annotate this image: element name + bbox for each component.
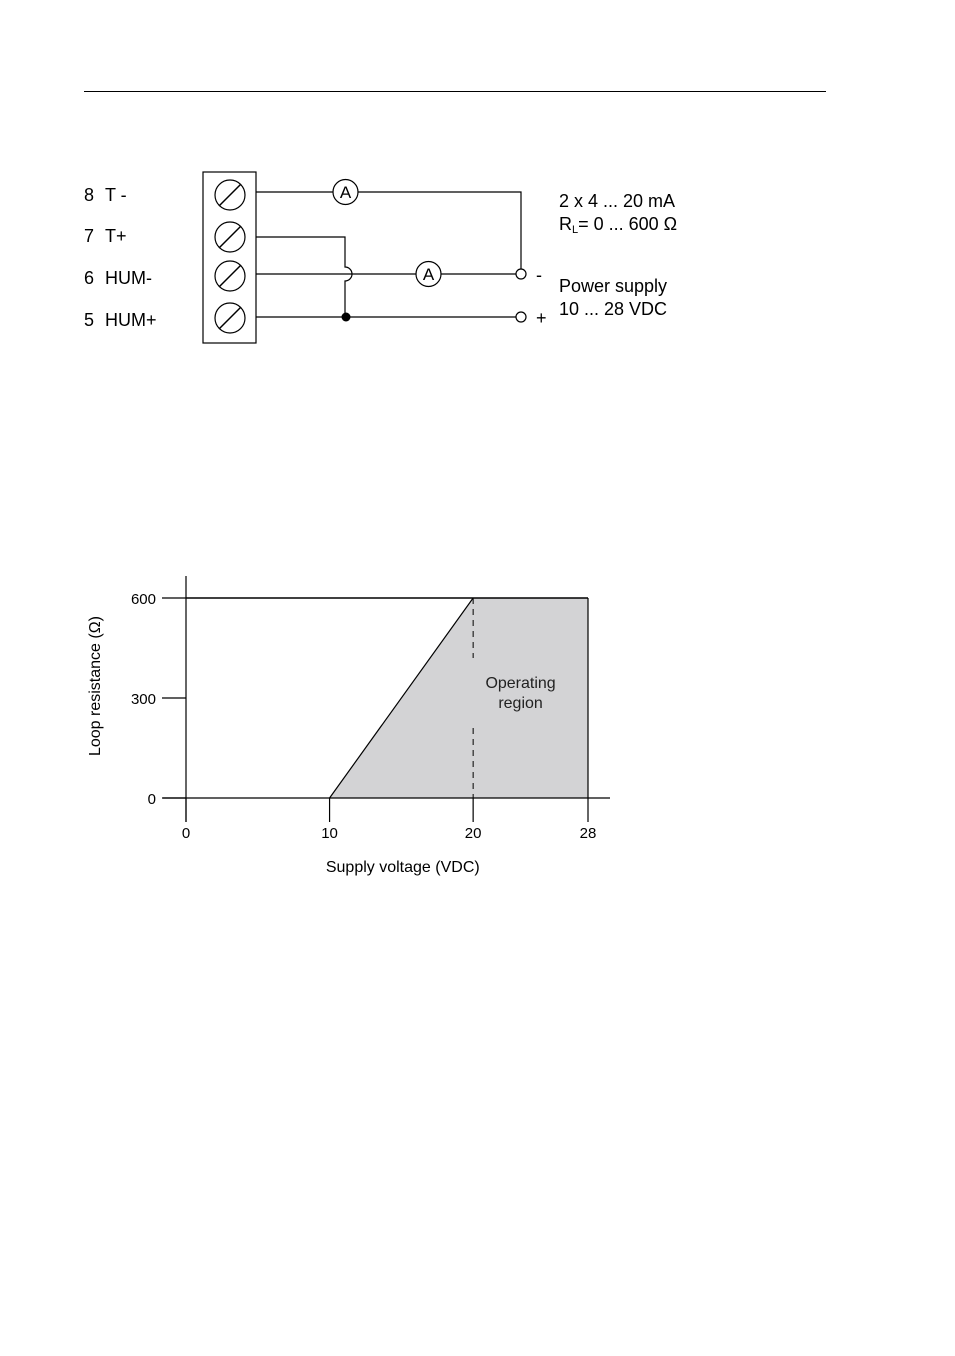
ammeter-icon <box>333 180 358 205</box>
y-tick-label: 600 <box>130 591 156 608</box>
supply-plus-label: + <box>536 308 547 328</box>
supply-spec-title: Power supply <box>559 276 668 296</box>
wiring-diagram <box>0 150 955 370</box>
terminal-name-t-plus: T+ <box>105 226 127 246</box>
wire-t-minus <box>256 192 521 270</box>
terminal-number-8: 8 <box>84 185 95 205</box>
supply-minus-label: - <box>536 265 542 285</box>
svg-text:A: A <box>422 265 435 284</box>
x-axis-label: Supply voltage (VDC) <box>325 859 480 876</box>
screw-terminal-5 <box>215 303 245 333</box>
y-tick-label: 300 <box>130 691 156 708</box>
terminal-name-hum-plus: HUM+ <box>105 310 157 330</box>
screw-terminal-8 <box>215 180 245 210</box>
x-tick-label: 20 <box>464 825 482 842</box>
output-spec: 2 x 4 ... 20 mA <box>559 191 676 211</box>
region-label-line1: Operating <box>485 675 556 692</box>
header-rule <box>84 91 826 92</box>
y-axis-label: Loop resistance (Ω) <box>87 615 104 757</box>
x-tick-label: 28 <box>579 825 597 842</box>
wire-t-plus <box>256 237 352 317</box>
y-tick-label: 0 <box>147 791 156 808</box>
region-label-line2: region <box>498 695 543 712</box>
terminal-name-t-minus: T - <box>105 185 127 205</box>
junction-dot <box>342 313 351 322</box>
screw-terminal-7 <box>215 222 245 252</box>
supply-terminal-minus <box>516 269 526 279</box>
supply-spec-range: 10 ... 28 VDC <box>559 299 668 319</box>
operating-region-area <box>330 598 588 798</box>
terminal-number-5: 5 <box>84 310 95 330</box>
svg-text:A: A <box>339 183 352 202</box>
terminal-block <box>203 172 256 343</box>
supply-terminal-plus <box>516 312 526 322</box>
terminal-number-6: 6 <box>84 268 95 288</box>
loop-resistance-chart <box>0 560 955 900</box>
x-tick-label: 0 <box>181 825 191 842</box>
x-tick-label: 10 <box>321 825 338 842</box>
terminal-name-hum-minus: HUM- <box>105 268 152 288</box>
screw-terminal-6 <box>215 261 245 291</box>
terminal-number-7: 7 <box>84 226 95 246</box>
ammeter-icon <box>416 262 441 287</box>
load-spec: RL= 0 ... 600 Ω <box>559 214 678 236</box>
